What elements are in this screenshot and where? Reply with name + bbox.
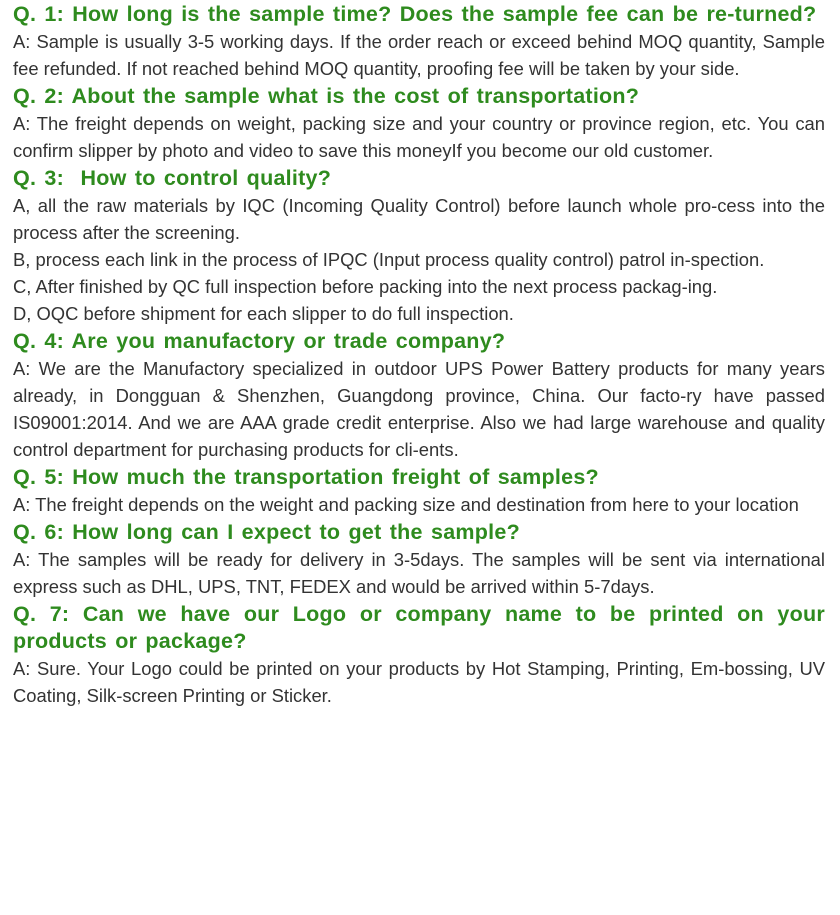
faq-question: Q. 1: How long is the sample time? Does the sample fee can be re-turned? <box>13 2 817 26</box>
faq-item-4 <box>13 327 825 463</box>
faq-answer-line: A: The freight depends on weight, packing size and your country or province region, etc. You can confirm slipper by photo and video to save this moneyIf you become our old customer. <box>13 113 825 161</box>
faq-answer-line: A: We are the Manufactory specialized in outdoor UPS Power Battery products for many years already, in Dongguan & Shenzhen, Guangdong province, China. Our facto-ry have passed IS09001:2014. And we are AAA grade credit enterprise. Also we had large warehouse and quality control department for purchasing products for cli-ents. <box>13 358 825 460</box>
faq-answer-line: B, process each link in the process of IPQC (Input process quality control) patrol in-spection. <box>13 249 765 270</box>
faq-question: Q. 2: About the sample what is the cost of transportation? <box>13 84 640 108</box>
faq-item-1 <box>13 0 825 82</box>
faq-answer-line: A: The samples will be ready for delivery in 3-5days. The samples will be sent via international express such as DHL, UPS, TNT, FEDEX and would be arrived within 5-7days. <box>13 549 825 597</box>
faq-item-6 <box>13 518 825 600</box>
faq-answer <box>13 192 825 327</box>
faq-question: Q. 3: How to control quality? <box>13 166 332 190</box>
faq-item-7 <box>13 600 825 709</box>
faq-answer <box>13 546 825 600</box>
faq-item-2 <box>13 82 825 164</box>
faq-answer <box>13 355 825 463</box>
faq-answer-line: A, all the raw materials by IQC (Incoming Quality Control) before launch whole pro-cess into the process after the screening. <box>13 195 825 243</box>
faq-answer <box>13 655 825 709</box>
faq-answer-line: D, OQC before shipment for each slipper to do full inspection. <box>13 303 514 324</box>
faq-question: Q. 6: How long can I expect to get the sample? <box>13 520 520 544</box>
faq-answer <box>13 110 825 164</box>
faq-answer <box>13 491 825 518</box>
faq-item-5 <box>13 463 825 518</box>
faq-answer-line: A: Sure. Your Logo could be printed on your products by Hot Stamping, Printing, Em-bossing, UV Coating, Silk-screen Printing or Sticker. <box>13 658 825 706</box>
faq-answer-line: A: Sample is usually 3-5 working days. If the order reach or exceed behind MOQ quantity, Sample fee refunded. If not reached behind MOQ quantity, proofing fee will be taken by your side. <box>13 31 825 79</box>
faq-question: Q. 4: Are you manufactory or trade company? <box>13 329 506 353</box>
faq-list <box>13 0 825 709</box>
faq-answer-line: A: The freight depends on the weight and packing size and destination from here to your location <box>13 494 799 515</box>
faq-answer <box>13 28 825 82</box>
faq-answer-line: C, After finished by QC full inspection before packing into the next process packag-ing. <box>13 276 718 297</box>
faq-question: Q. 7: Can we have our Logo or company name to be printed on your products or package? <box>13 602 825 653</box>
faq-item-3 <box>13 164 825 327</box>
faq-question: Q. 5: How much the transportation freight of samples? <box>13 465 599 489</box>
